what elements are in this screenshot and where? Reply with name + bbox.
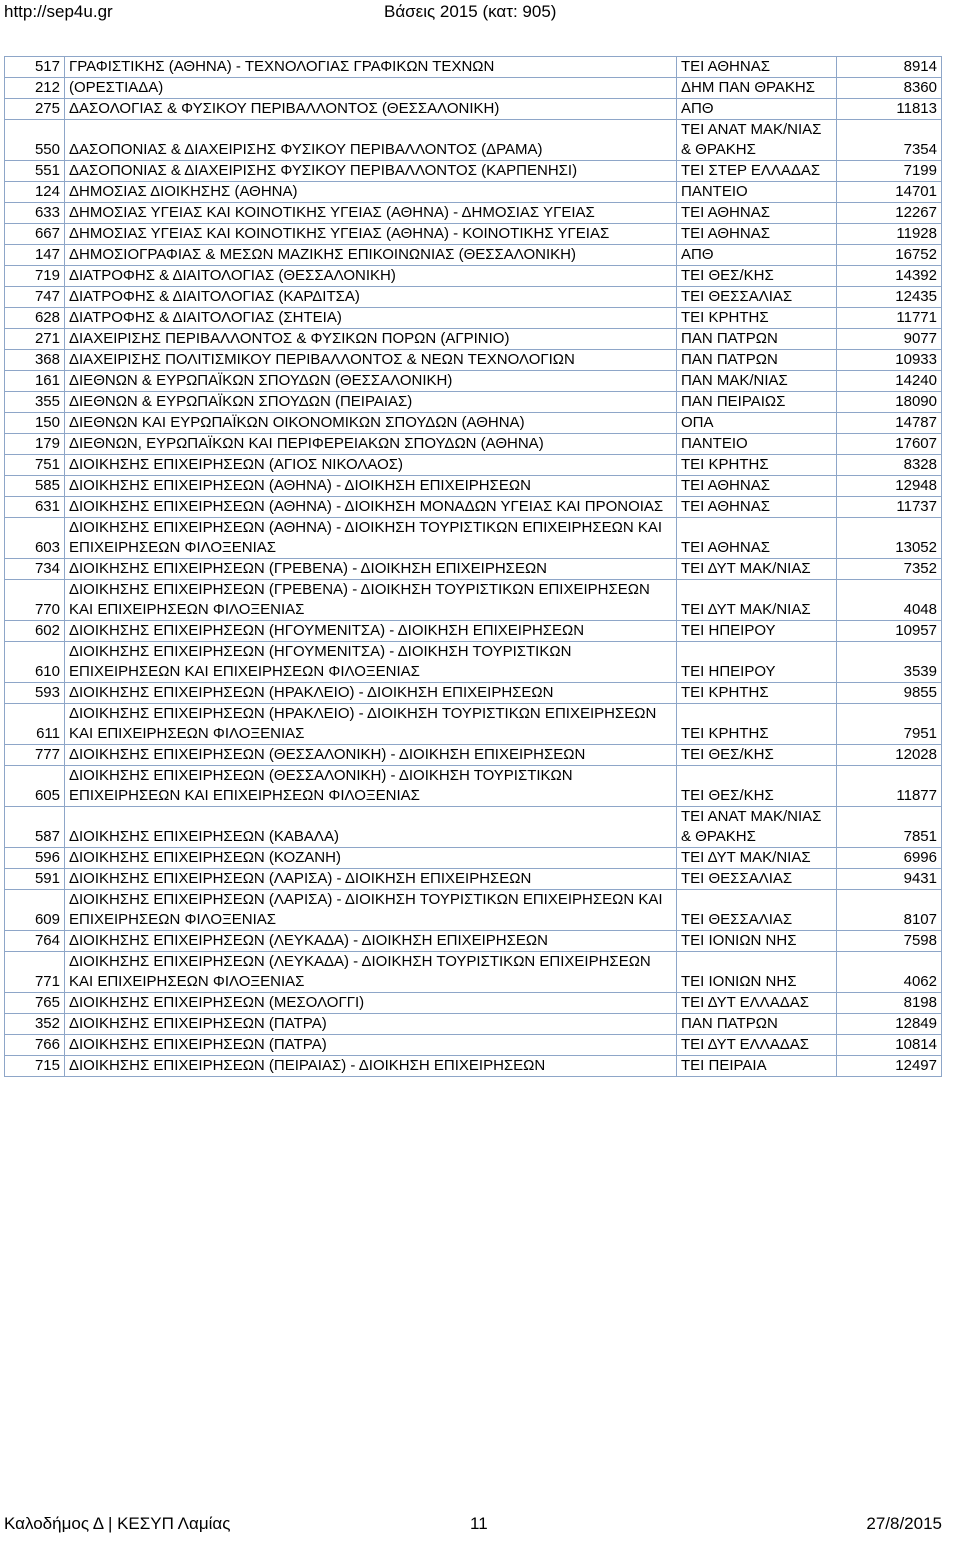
row-department: ΔΑΣΟΠΟΝΙΑΣ & ΔΙΑΧΕΙΡΙΣΗΣ ΦΥΣΙΚΟΥ ΠΕΡΙΒΑΛΛΟΝΤΟΣ (ΔΡΑΜΑ) — [65, 120, 677, 161]
row-institution: ΤΕΙ ΙΟΝΙΩΝ ΝΗΣ — [677, 952, 837, 993]
row-score: 12497 — [837, 1056, 942, 1077]
row-institution: ΠΑΝΤΕΙΟ — [677, 434, 837, 455]
row-institution: ΤΕΙ ΚΡΗΤΗΣ — [677, 308, 837, 329]
row-code: 610 — [5, 642, 65, 683]
table-row — [5, 476, 942, 497]
row-score: 11813 — [837, 99, 942, 120]
row-code: 147 — [5, 245, 65, 266]
row-code: 771 — [5, 952, 65, 993]
row-code: 596 — [5, 848, 65, 869]
row-institution: ΤΕΙ ΔΥΤ ΜΑΚ/ΝΙΑΣ — [677, 580, 837, 621]
page-header — [0, 0, 960, 26]
row-code: 150 — [5, 413, 65, 434]
row-department: ΔΙΟΙΚΗΣΗΣ ΕΠΙΧΕΙΡΗΣΕΩΝ (ΠΑΤΡΑ) — [65, 1035, 677, 1056]
table-row — [5, 413, 942, 434]
row-institution: ΤΕΙ ΑΘΗΝΑΣ — [677, 203, 837, 224]
row-code: 603 — [5, 518, 65, 559]
row-code: 124 — [5, 182, 65, 203]
row-code: 161 — [5, 371, 65, 392]
row-institution: ΠΑΝ ΠΑΤΡΩΝ — [677, 350, 837, 371]
row-score: 8328 — [837, 455, 942, 476]
scores-table-body — [5, 57, 942, 1077]
row-institution: ΔΗΜ ΠΑΝ ΘΡΑΚΗΣ — [677, 78, 837, 99]
row-score: 7354 — [837, 120, 942, 161]
table-row — [5, 350, 942, 371]
row-department: ΔΙΕΘΝΩΝ, ΕΥΡΩΠΑΪΚΩΝ ΚΑΙ ΠΕΡΙΦΕΡΕΙΑΚΩΝ ΣΠΟΥΔΩΝ (ΑΘΗΝΑ) — [65, 434, 677, 455]
table-row — [5, 224, 942, 245]
table-row — [5, 621, 942, 642]
row-score: 11928 — [837, 224, 942, 245]
row-institution: ΤΕΙ ΘΕΣ/ΚΗΣ — [677, 766, 837, 807]
row-department: ΔΙΟΙΚΗΣΗΣ ΕΠΙΧΕΙΡΗΣΕΩΝ (ΛΑΡΙΣΑ) - ΔΙΟΙΚΗΣΗ ΤΟΥΡΙΣΤΙΚΩΝ ΕΠΙΧΕΙΡΗΣΕΩΝ ΚΑΙ ΕΠΙΧΕΙΡΗΣΕΩΝ ΦΙΛΟΞΕΝΙΑΣ — [65, 890, 677, 931]
row-score: 7851 — [837, 807, 942, 848]
table-row — [5, 807, 942, 848]
header-title: Βάσεις 2015 (κατ: 905) — [384, 2, 557, 21]
table-row — [5, 1035, 942, 1056]
row-score: 6996 — [837, 848, 942, 869]
table-row — [5, 580, 942, 621]
row-score: 7598 — [837, 931, 942, 952]
row-department: ΔΙΟΙΚΗΣΗΣ ΕΠΙΧΕΙΡΗΣΕΩΝ (ΑΘΗΝΑ) - ΔΙΟΙΚΗΣΗ ΤΟΥΡΙΣΤΙΚΩΝ ΕΠΙΧΕΙΡΗΣΕΩΝ ΚΑΙ ΕΠΙΧΕΙΡΗΣΕΩΝ ΦΙΛΟΞΕΝΙΑΣ — [65, 518, 677, 559]
row-institution: ΤΕΙ ΘΕΣ/ΚΗΣ — [677, 745, 837, 766]
header-site: http://sep4u.gr — [4, 2, 113, 21]
row-department: ΔΙΟΙΚΗΣΗΣ ΕΠΙΧΕΙΡΗΣΕΩΝ (ΠΑΤΡΑ) — [65, 1014, 677, 1035]
row-score: 4048 — [837, 580, 942, 621]
row-institution: ΤΕΙ ΘΕΣ/ΚΗΣ — [677, 266, 837, 287]
row-code: 611 — [5, 704, 65, 745]
row-department: ΔΗΜΟΣΙΑΣ ΔΙΟΙΚΗΣΗΣ (ΑΘΗΝΑ) — [65, 182, 677, 203]
row-department: ΔΙΟΙΚΗΣΗΣ ΕΠΙΧΕΙΡΗΣΕΩΝ (ΗΓΟΥΜΕΝΙΤΣΑ) - ΔΙΟΙΚΗΣΗ ΤΟΥΡΙΣΤΙΚΩΝ ΕΠΙΧΕΙΡΗΣΕΩΝ ΚΑΙ ΕΠΙΧΕΙΡΗΣΕΩΝ ΦΙΛΟΞΕΝΙΑΣ — [65, 642, 677, 683]
row-score: 9431 — [837, 869, 942, 890]
row-department: ΔΙΟΙΚΗΣΗΣ ΕΠΙΧΕΙΡΗΣΕΩΝ (ΘΕΣΣΑΛΟΝΙΚΗ) - ΔΙΟΙΚΗΣΗ ΤΟΥΡΙΣΤΙΚΩΝ ΕΠΙΧΕΙΡΗΣΕΩΝ ΚΑΙ ΕΠΙΧΕΙΡΗΣΕΩΝ ΦΙΛΟΞΕΝΙΑΣ — [65, 766, 677, 807]
table-row — [5, 559, 942, 580]
row-institution: ΠΑΝΤΕΙΟ — [677, 182, 837, 203]
row-score: 10957 — [837, 621, 942, 642]
table-row — [5, 434, 942, 455]
row-code: 605 — [5, 766, 65, 807]
row-code: 777 — [5, 745, 65, 766]
row-score: 18090 — [837, 392, 942, 413]
table-row — [5, 952, 942, 993]
scores-table — [4, 56, 942, 1077]
row-department: ΔΑΣΟΛΟΓΙΑΣ & ΦΥΣΙΚΟΥ ΠΕΡΙΒΑΛΛΟΝΤΟΣ (ΘΕΣΣΑΛΟΝΙΚΗ) — [65, 99, 677, 120]
row-score: 12849 — [837, 1014, 942, 1035]
table-row — [5, 120, 942, 161]
table-row — [5, 455, 942, 476]
row-code: 551 — [5, 161, 65, 182]
row-department: ΔΙΑΤΡΟΦΗΣ & ΔΙΑΙΤΟΛΟΓΙΑΣ (ΘΕΣΣΑΛΟΝΙΚΗ) — [65, 266, 677, 287]
row-institution: ΤΕΙ ΑΘΗΝΑΣ — [677, 57, 837, 78]
row-department: ΔΙΟΙΚΗΣΗΣ ΕΠΙΧΕΙΡΗΣΕΩΝ (ΗΡΑΚΛΕΙΟ) - ΔΙΟΙΚΗΣΗ ΤΟΥΡΙΣΤΙΚΩΝ ΕΠΙΧΕΙΡΗΣΕΩΝ ΚΑΙ ΕΠΙΧΕΙΡΗΣΕΩΝ ΦΙΛΟΞΕΝΙΑΣ — [65, 704, 677, 745]
row-code: 747 — [5, 287, 65, 308]
row-department: (ΟΡΕΣΤΙΑΔΑ) — [65, 78, 677, 99]
footer-page-number: 11 — [470, 1514, 488, 1533]
row-score: 3539 — [837, 642, 942, 683]
row-code: 585 — [5, 476, 65, 497]
row-score: 9855 — [837, 683, 942, 704]
row-score: 8914 — [837, 57, 942, 78]
table-row — [5, 1056, 942, 1077]
row-score: 14787 — [837, 413, 942, 434]
row-institution: ΤΕΙ ΚΡΗΤΗΣ — [677, 683, 837, 704]
row-department: ΔΙΑΧΕΙΡΙΣΗΣ ΠΟΛΙΤΙΣΜΙΚΟΥ ΠΕΡΙΒΑΛΛΟΝΤΟΣ & ΝΕΩΝ ΤΕΧΝΟΛΟΓΙΩΝ — [65, 350, 677, 371]
row-code: 764 — [5, 931, 65, 952]
row-department: ΔΙΕΘΝΩΝ & ΕΥΡΩΠΑΪΚΩΝ ΣΠΟΥΔΩΝ (ΠΕΙΡΑΙΑΣ) — [65, 392, 677, 413]
row-institution: ΤΕΙ ΙΟΝΙΩΝ ΝΗΣ — [677, 931, 837, 952]
row-institution: ΟΠΑ — [677, 413, 837, 434]
row-score: 8107 — [837, 890, 942, 931]
row-department: ΔΙΟΙΚΗΣΗΣ ΕΠΙΧΕΙΡΗΣΕΩΝ (ΚΟΖΑΝΗ) — [65, 848, 677, 869]
row-score: 12948 — [837, 476, 942, 497]
row-score: 11737 — [837, 497, 942, 518]
table-row — [5, 308, 942, 329]
table-row — [5, 993, 942, 1014]
row-department: ΔΙΟΙΚΗΣΗΣ ΕΠΙΧΕΙΡΗΣΕΩΝ (ΛΕΥΚΑΔΑ) - ΔΙΟΙΚΗΣΗ ΤΟΥΡΙΣΤΙΚΩΝ ΕΠΙΧΕΙΡΗΣΕΩΝ ΚΑΙ ΕΠΙΧΕΙΡΗΣΕΩΝ ΦΙΛΟΞΕΝΙΑΣ — [65, 952, 677, 993]
row-department: ΔΙΟΙΚΗΣΗΣ ΕΠΙΧΕΙΡΗΣΕΩΝ (ΠΕΙΡΑΙΑΣ) - ΔΙΟΙΚΗΣΗ ΕΠΙΧΕΙΡΗΣΕΩΝ — [65, 1056, 677, 1077]
row-institution: ΤΕΙ ΣΤΕΡ ΕΛΛΑΔΑΣ — [677, 161, 837, 182]
row-code: 275 — [5, 99, 65, 120]
row-score: 9077 — [837, 329, 942, 350]
row-score: 7951 — [837, 704, 942, 745]
row-department: ΓΡΑΦΙΣΤΙΚΗΣ (ΑΘΗΝΑ) - ΤΕΧΝΟΛΟΓΙΑΣ ΓΡΑΦΙΚΩΝ ΤΕΧΝΩΝ — [65, 57, 677, 78]
row-department: ΔΗΜΟΣΙΑΣ ΥΓΕΙΑΣ ΚΑΙ ΚΟΙΝΟΤΙΚΗΣ ΥΓΕΙΑΣ (ΑΘΗΝΑ) - ΚΟΙΝΟΤΙΚΗΣ ΥΓΕΙΑΣ — [65, 224, 677, 245]
table-row — [5, 78, 942, 99]
row-institution: ΤΕΙ ΗΠΕΙΡΟΥ — [677, 621, 837, 642]
row-department: ΔΙΟΙΚΗΣΗΣ ΕΠΙΧΕΙΡΗΣΕΩΝ (ΓΡΕΒΕΝΑ) - ΔΙΟΙΚΗΣΗ ΕΠΙΧΕΙΡΗΣΕΩΝ — [65, 559, 677, 580]
page-footer — [0, 1514, 960, 1538]
row-code: 212 — [5, 78, 65, 99]
row-institution: ΠΑΝ ΠΕΙΡΑΙΩΣ — [677, 392, 837, 413]
table-row — [5, 392, 942, 413]
row-code: 734 — [5, 559, 65, 580]
row-score: 7352 — [837, 559, 942, 580]
table-row — [5, 890, 942, 931]
row-score: 13052 — [837, 518, 942, 559]
row-institution: ΤΕΙ ΑΘΗΝΑΣ — [677, 476, 837, 497]
row-score: 12267 — [837, 203, 942, 224]
row-department: ΔΙΟΙΚΗΣΗΣ ΕΠΙΧΕΙΡΗΣΕΩΝ (ΓΡΕΒΕΝΑ) - ΔΙΟΙΚΗΣΗ ΤΟΥΡΙΣΤΙΚΩΝ ΕΠΙΧΕΙΡΗΣΕΩΝ ΚΑΙ ΕΠΙΧΕΙΡΗΣΕΩΝ ΦΙΛΟΞΕΝΙΑΣ — [65, 580, 677, 621]
table-row — [5, 1014, 942, 1035]
row-score: 14240 — [837, 371, 942, 392]
row-score: 11771 — [837, 308, 942, 329]
table-row — [5, 203, 942, 224]
table-row — [5, 704, 942, 745]
row-score: 11877 — [837, 766, 942, 807]
row-code: 667 — [5, 224, 65, 245]
row-code: 631 — [5, 497, 65, 518]
row-code: 715 — [5, 1056, 65, 1077]
row-institution: ΤΕΙ ΘΕΣΣΑΛΙΑΣ — [677, 287, 837, 308]
row-code: 766 — [5, 1035, 65, 1056]
row-department: ΔΙΟΙΚΗΣΗΣ ΕΠΙΧΕΙΡΗΣΕΩΝ (ΛΑΡΙΣΑ) - ΔΙΟΙΚΗΣΗ ΕΠΙΧΕΙΡΗΣΕΩΝ — [65, 869, 677, 890]
table-row — [5, 161, 942, 182]
row-institution: ΠΑΝ ΠΑΤΡΩΝ — [677, 1014, 837, 1035]
row-institution: ΤΕΙ ΚΡΗΤΗΣ — [677, 704, 837, 745]
row-department: ΔΙΟΙΚΗΣΗΣ ΕΠΙΧΕΙΡΗΣΕΩΝ (ΗΡΑΚΛΕΙΟ) - ΔΙΟΙΚΗΣΗ ΕΠΙΧΕΙΡΗΣΕΩΝ — [65, 683, 677, 704]
footer-author: Καλοδήμος Δ | ΚΕΣΥΠ Λαμίας — [4, 1514, 231, 1533]
table-row — [5, 518, 942, 559]
row-department: ΔΙΟΙΚΗΣΗΣ ΕΠΙΧΕΙΡΗΣΕΩΝ (ΛΕΥΚΑΔΑ) - ΔΙΟΙΚΗΣΗ ΕΠΙΧΕΙΡΗΣΕΩΝ — [65, 931, 677, 952]
row-code: 550 — [5, 120, 65, 161]
table-row — [5, 745, 942, 766]
row-score: 14701 — [837, 182, 942, 203]
table-row — [5, 287, 942, 308]
table-row — [5, 266, 942, 287]
row-department: ΔΙΟΙΚΗΣΗΣ ΕΠΙΧΕΙΡΗΣΕΩΝ (ΑΘΗΝΑ) - ΔΙΟΙΚΗΣΗ ΕΠΙΧΕΙΡΗΣΕΩΝ — [65, 476, 677, 497]
row-department: ΔΙΟΙΚΗΣΗΣ ΕΠΙΧΕΙΡΗΣΕΩΝ (ΗΓΟΥΜΕΝΙΤΣΑ) - ΔΙΟΙΚΗΣΗ ΕΠΙΧΕΙΡΗΣΕΩΝ — [65, 621, 677, 642]
row-code: 517 — [5, 57, 65, 78]
row-institution: ΤΕΙ ΑΝΑΤ ΜΑΚ/ΝΙΑΣ & ΘΡΑΚΗΣ — [677, 807, 837, 848]
table-row — [5, 182, 942, 203]
row-institution: ΤΕΙ ΑΘΗΝΑΣ — [677, 497, 837, 518]
footer-date: 27/8/2015 — [866, 1514, 942, 1533]
row-code: 628 — [5, 308, 65, 329]
row-department: ΔΙΟΙΚΗΣΗΣ ΕΠΙΧΕΙΡΗΣΕΩΝ (ΑΘΗΝΑ) - ΔΙΟΙΚΗΣΗ ΜΟΝΑΔΩΝ ΥΓΕΙΑΣ ΚΑΙ ΠΡΟΝΟΙΑΣ — [65, 497, 677, 518]
table-row — [5, 497, 942, 518]
table-row — [5, 642, 942, 683]
row-institution: ΤΕΙ ΗΠΕΙΡΟΥ — [677, 642, 837, 683]
row-score: 10933 — [837, 350, 942, 371]
row-score: 8360 — [837, 78, 942, 99]
row-code: 368 — [5, 350, 65, 371]
table-row — [5, 371, 942, 392]
table-row — [5, 766, 942, 807]
row-score: 17607 — [837, 434, 942, 455]
table-row — [5, 683, 942, 704]
row-institution: ΤΕΙ ΑΘΗΝΑΣ — [677, 518, 837, 559]
row-code: 765 — [5, 993, 65, 1014]
row-institution: ΤΕΙ ΠΕΙΡΑΙΑ — [677, 1056, 837, 1077]
row-code: 591 — [5, 869, 65, 890]
row-department: ΔΙΟΙΚΗΣΗΣ ΕΠΙΧΕΙΡΗΣΕΩΝ (ΑΓΙΟΣ ΝΙΚΟΛΑΟΣ) — [65, 455, 677, 476]
row-institution: ΤΕΙ ΔΥΤ ΕΛΛΑΔΑΣ — [677, 993, 837, 1014]
row-institution: ΤΕΙ ΑΘΗΝΑΣ — [677, 224, 837, 245]
row-score: 12028 — [837, 745, 942, 766]
row-score: 14392 — [837, 266, 942, 287]
row-code: 271 — [5, 329, 65, 350]
row-institution: ΑΠΘ — [677, 99, 837, 120]
row-score: 12435 — [837, 287, 942, 308]
row-score: 8198 — [837, 993, 942, 1014]
row-department: ΔΙΟΙΚΗΣΗΣ ΕΠΙΧΕΙΡΗΣΕΩΝ (ΚΑΒΑΛΑ) — [65, 807, 677, 848]
row-department: ΔΙΑΧΕΙΡΙΣΗΣ ΠΕΡΙΒΑΛΛΟΝΤΟΣ & ΦΥΣΙΚΩΝ ΠΟΡΩΝ (ΑΓΡΙΝΙΟ) — [65, 329, 677, 350]
row-code: 593 — [5, 683, 65, 704]
row-department: ΔΙΑΤΡΟΦΗΣ & ΔΙΑΙΤΟΛΟΓΙΑΣ (ΚΑΡΔΙΤΣΑ) — [65, 287, 677, 308]
row-institution: ΑΠΘ — [677, 245, 837, 266]
row-institution: ΤΕΙ ΚΡΗΤΗΣ — [677, 455, 837, 476]
row-score: 10814 — [837, 1035, 942, 1056]
row-department: ΔΙΑΤΡΟΦΗΣ & ΔΙΑΙΤΟΛΟΓΙΑΣ (ΣΗΤΕΙΑ) — [65, 308, 677, 329]
row-department: ΔΗΜΟΣΙΟΓΡΑΦΙΑΣ & ΜΕΣΩΝ ΜΑΖΙΚΗΣ ΕΠΙΚΟΙΝΩΝΙΑΣ (ΘΕΣΣΑΛΟΝΙΚΗ) — [65, 245, 677, 266]
row-institution: ΠΑΝ ΜΑΚ/ΝΙΑΣ — [677, 371, 837, 392]
row-code: 719 — [5, 266, 65, 287]
row-department: ΔΙΕΘΝΩΝ & ΕΥΡΩΠΑΪΚΩΝ ΣΠΟΥΔΩΝ (ΘΕΣΣΑΛΟΝΙΚΗ) — [65, 371, 677, 392]
row-code: 355 — [5, 392, 65, 413]
row-department: ΔΙΟΙΚΗΣΗΣ ΕΠΙΧΕΙΡΗΣΕΩΝ (ΜΕΣΟΛΟΓΓΙ) — [65, 993, 677, 1014]
row-department: ΔΗΜΟΣΙΑΣ ΥΓΕΙΑΣ ΚΑΙ ΚΟΙΝΟΤΙΚΗΣ ΥΓΕΙΑΣ (ΑΘΗΝΑ) - ΔΗΜΟΣΙΑΣ ΥΓΕΙΑΣ — [65, 203, 677, 224]
row-code: 609 — [5, 890, 65, 931]
row-code: 751 — [5, 455, 65, 476]
table-row — [5, 848, 942, 869]
row-code: 352 — [5, 1014, 65, 1035]
row-institution: ΤΕΙ ΔΥΤ ΜΑΚ/ΝΙΑΣ — [677, 559, 837, 580]
row-score: 7199 — [837, 161, 942, 182]
row-code: 602 — [5, 621, 65, 642]
table-row — [5, 329, 942, 350]
row-institution: ΤΕΙ ΔΥΤ ΜΑΚ/ΝΙΑΣ — [677, 848, 837, 869]
row-code: 770 — [5, 580, 65, 621]
row-institution: ΤΕΙ ΘΕΣΣΑΛΙΑΣ — [677, 869, 837, 890]
row-code: 179 — [5, 434, 65, 455]
row-department: ΔΑΣΟΠΟΝΙΑΣ & ΔΙΑΧΕΙΡΙΣΗΣ ΦΥΣΙΚΟΥ ΠΕΡΙΒΑΛΛΟΝΤΟΣ (ΚΑΡΠΕΝΗΣΙ) — [65, 161, 677, 182]
table-row — [5, 99, 942, 120]
table-row — [5, 245, 942, 266]
row-code: 587 — [5, 807, 65, 848]
row-department: ΔΙΕΘΝΩΝ ΚΑΙ ΕΥΡΩΠΑΪΚΩΝ ΟΙΚΟΝΟΜΙΚΩΝ ΣΠΟΥΔΩΝ (ΑΘΗΝΑ) — [65, 413, 677, 434]
row-score: 4062 — [837, 952, 942, 993]
row-institution: ΤΕΙ ΘΕΣΣΑΛΙΑΣ — [677, 890, 837, 931]
row-institution: ΤΕΙ ΔΥΤ ΕΛΛΑΔΑΣ — [677, 1035, 837, 1056]
row-department: ΔΙΟΙΚΗΣΗΣ ΕΠΙΧΕΙΡΗΣΕΩΝ (ΘΕΣΣΑΛΟΝΙΚΗ) - ΔΙΟΙΚΗΣΗ ΕΠΙΧΕΙΡΗΣΕΩΝ — [65, 745, 677, 766]
row-institution: ΠΑΝ ΠΑΤΡΩΝ — [677, 329, 837, 350]
table-row — [5, 931, 942, 952]
row-institution: ΤΕΙ ΑΝΑΤ ΜΑΚ/ΝΙΑΣ & ΘΡΑΚΗΣ — [677, 120, 837, 161]
table-row — [5, 57, 942, 78]
row-score: 16752 — [837, 245, 942, 266]
row-code: 633 — [5, 203, 65, 224]
table-row — [5, 869, 942, 890]
